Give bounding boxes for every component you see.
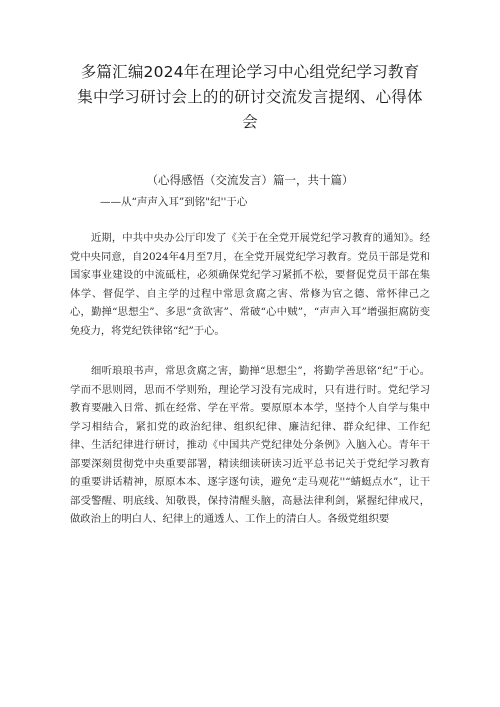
body-paragraph-1: 近期，中共中央办公厅印发了《关于在全党开展党纪学习教育的通知》。经党中央同意，自2024年4月至7月，在全党开展党纪学习教育。党员干部是党和国家事业建设的中流砥柱，必须确保党纪学习紧抓不松，要督促党员干部在集体学、督促学、自主学的过程中常思贪腐之害、常修为官之德、常怀律己之心，勤掸“思想尘”、多思“贪欲害”、常破“心中贼”，“声声入耳”增强拒腐防变免疫力，将党纪铁律铭“纪”于心。 [70,232,430,337]
body-paragraph-2: 细听琅琅书声，常思贪腐之害，勤掸“思想尘”，将勤学善思铭“纪”于心。学而不思则罔，思而不学则殆，理论学习没有完成时，只有进行时。党纪学习教育要融入日常、抓在经常、学在平常。要原原本本学，坚持个人自学与集中学习相结合，紧扣党的政治纪律、组织纪律、廉洁纪律、群众纪律、工作纪律、生活纪律进行研讨，推动《中国共产党纪律处分条例》入脑入心。青年干部要深刻贯彻党中央重要部署，精读细读研读习近平总书记关于党纪学习教育的重要讲话精神，原原本本、逐字逐句读，避免“走马观花''“蜻蜓点水”，让干部受警醒、明底线、知敬畏，保持清醒头脑，高悬法律利剑，紧握纪律戒尺，做政治上的明白人、纪律上的通透人、工作上的清白人。各级党组织要 [70,365,430,525]
document-byline: ——从“声声入耳”到铭"纪''于心 [100,196,248,208]
document-subtitle: （心得感悟（交流发言）篇一，共十篇） [146,173,354,187]
title-line-2: 集中学习研讨会上的的研讨交流发言提纲、心得体 [77,88,423,106]
title-line-1: 多篇汇编2024年在理论学习中心组党纪学习教育 [80,63,420,81]
title-line-3: 会 [242,113,258,131]
document-title [70,60,430,135]
